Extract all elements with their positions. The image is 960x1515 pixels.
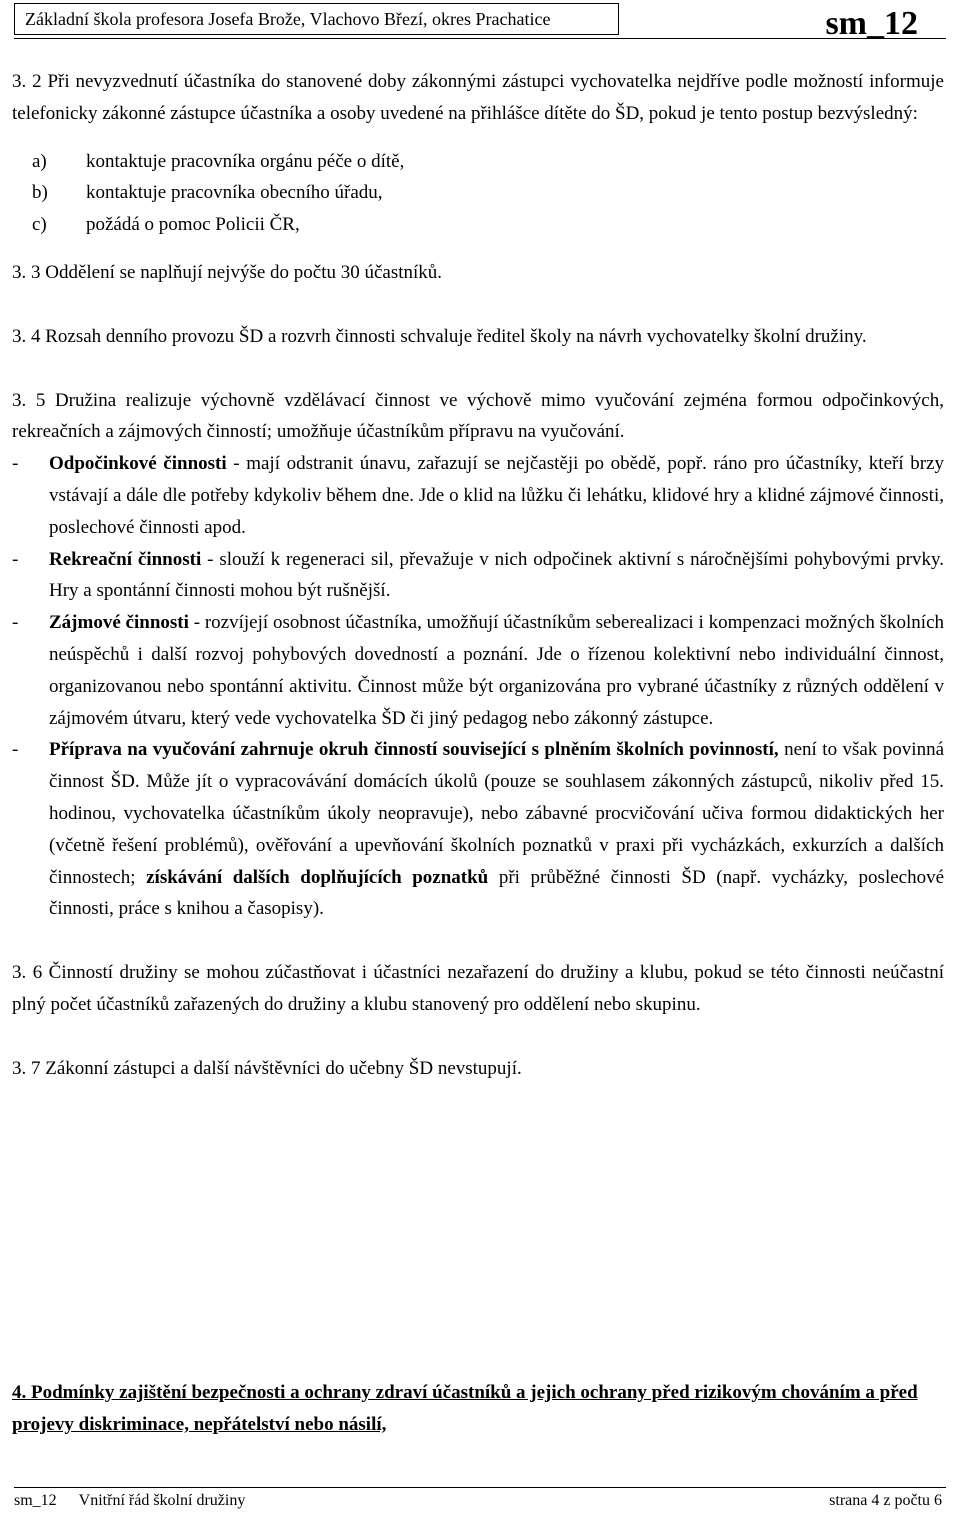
list-item	[12, 209, 944, 241]
footer-title: Vnitřní řád školní družiny	[78, 1492, 246, 1509]
header-document-code: sm_12	[825, 5, 918, 42]
header-divider	[14, 38, 946, 39]
list-item-marker: c)	[32, 214, 47, 236]
activity-text	[49, 448, 944, 543]
activity-item-rest	[12, 448, 944, 543]
activity-text	[49, 734, 944, 925]
activity-item-recreation	[12, 544, 944, 608]
activity-title: Příprava na vyučování zahrnuje okruh činností související s plněním školních povinností,	[49, 739, 779, 761]
list-item	[12, 177, 944, 209]
spacer	[12, 925, 944, 957]
activity-title: Odpočinkové činnosti	[49, 453, 227, 475]
footer-code: sm_12	[14, 1492, 57, 1509]
activity-text	[49, 544, 944, 608]
activity-item-preparation	[12, 734, 944, 925]
spacer	[12, 1021, 944, 1053]
footer-document-info	[14, 1491, 245, 1511]
list-item-text: požádá o pomoc Policii ČR,	[86, 214, 300, 236]
activity-description-end: při průběžné činnosti ŠD (např. vycházky, poslechové činnosti, práce s knihou a časopisy).	[49, 866, 945, 920]
paragraph-3-2: 3. 2 Při nevyzvednutí účastníka do stanovené doby zákonnými zástupci vychovatelka nejdříve podle možností informuje telefonicky zákonné zástupce účastníka a osoby uvedené na přihlášce dítěte do ŠD, pokud je tento postup bezvýsledný:	[12, 71, 944, 124]
spacer	[12, 289, 944, 321]
list-item-text: kontaktuje pracovníka orgánu péče o dítě,	[86, 150, 405, 172]
list-item	[12, 146, 944, 178]
paragraph-3-3: 3. 3 Oddělení se naplňují nejvýše do počtu 30 účastníků.	[12, 261, 443, 283]
activity-text	[49, 607, 944, 734]
spacer	[12, 130, 944, 146]
activity-description: - rozvíjejí osobnost účastníka, umožňují účastníkům seberealizaci i kompenzaci možných školních neúspěchů i další rozvoj pohybových dovedností a poznání. Jde o řízenou kolektivní nebo individuální činnost, organizovanou nebo spontánní aktivitu. Činnost může být organizována pro vybrané účastníky z různých oddělení v zájmovém útvaru, který vede vychovatelka ŠD či jiný pedagog nebo zákonný zástupce.	[49, 612, 945, 729]
paragraph-3-5: 3. 5 Družina realizuje výchovně vzdělávací činnost ve výchově mimo vyučování zejména formou odpočinkových, rekreačních a zájmových činností; umožňuje účastníkům přípravu na vyučování.	[12, 389, 944, 443]
activity-highlight: získávání dalších doplňujících poznatků	[146, 866, 489, 888]
spacer	[12, 241, 944, 257]
list-item-marker: b)	[32, 182, 48, 204]
activity-title: Rekreační činnosti	[49, 548, 202, 570]
activity-description: není to však povinná činnost ŠD. Může jít o vypracovávání domácích úkolů (pouze se souhlasem zákonných zástupců, nikoliv před 15. hodinou, vychovatelka účastníkům úkoly neopravuje), nebo zábavné procvičování učiva formou didaktických her (včetně řešení problémů), ověřování a upevňování školních poznatků v praxi při vycházkách, exkurzích a dalších činnostech;	[49, 739, 945, 888]
dash-marker: -	[12, 453, 19, 475]
header-school-name: Základní škola profesora Josefa Brože, Vlachovo Březí, okres Prachatice	[14, 3, 619, 35]
dash-marker: -	[12, 548, 19, 570]
activity-item-interest	[12, 607, 944, 734]
footer-page-number: strana 4 z počtu 6	[829, 1492, 942, 1509]
dash-marker: -	[12, 612, 19, 634]
dash-marker: -	[12, 739, 19, 761]
spacer	[12, 353, 944, 385]
paragraph-3-4: 3. 4 Rozsah denního provozu ŠD a rozvrh činnosti schvaluje ředitel školy na návrh vychovatelky školní družiny.	[12, 325, 867, 347]
section-4-heading: 4. Podmínky zajištění bezpečnosti a ochrany zdraví účastníků a jejich ochrany před rizikovým chováním a před projevy diskriminace, nepřátelství nebo násilí,	[12, 1382, 918, 1435]
contact-list	[12, 146, 944, 241]
paragraph-3-6: 3. 6 Činností družiny se mohou zúčastňovat i účastníci nezařazení do družiny a klubu, pokud se této činnosti neúčastní plný počet účastníků zařazených do družiny a klubu stanovený pro oddělení nebo skupinu.	[12, 962, 944, 1015]
activity-description: - slouží k regeneraci sil, převažuje v nich odpočinek aktivní s náročnějšími pohybovými prvky. Hry a spontánní činnosti mohou být rušnější.	[49, 548, 944, 602]
footer-divider	[14, 1487, 946, 1488]
list-item-marker: a)	[32, 150, 47, 172]
activity-description: - mají odstranit únavu, zařazují se nejčastěji po obědě, popř. ráno pro účastníky, kteří brzy vstávají a dále dle potřeby kdykoliv během dne. Jde o klid na lůžku či lehátku, klidové hry a klidné zájmové činnosti, poslechové činnosti apod.	[49, 453, 944, 538]
paragraph-3-7: 3. 7 Zákonní zástupci a další návštěvníci do učebny ŠD nevstupují.	[12, 1057, 522, 1079]
list-item-text: kontaktuje pracovníka obecního úřadu,	[86, 182, 383, 204]
activity-title: Zájmové činnosti	[49, 612, 189, 634]
page-content	[12, 66, 944, 1085]
